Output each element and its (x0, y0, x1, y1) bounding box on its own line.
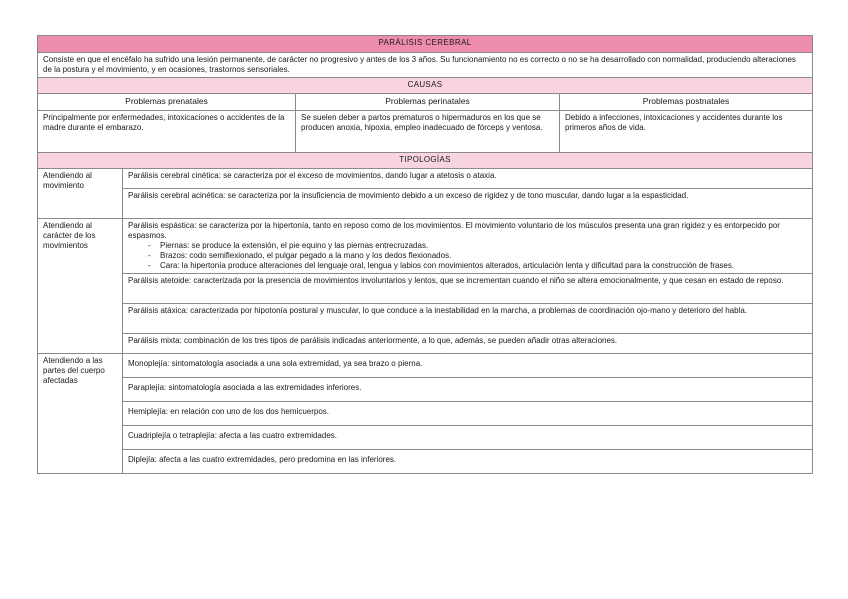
postnatal-header: Problemas postnatales (560, 94, 813, 111)
tipologia-item: Parálisis mixta: combinación de los tres tipos de parálisis indicadas anteriormente, a lo que, además, se pueden añadir otras alteraciones. (123, 334, 813, 354)
tipologia-item: Cuadriplejía o tetraplejía: afecta a las cuatro extremidades. (123, 426, 813, 450)
group-label-partes: Atendiendo a las partes del cuerpo afectadas (38, 354, 123, 474)
list-item: - Brazos: codo semiflexionado, el pulgar pegado a la mano y los dedos flexionados. (160, 251, 807, 261)
tipologias-header: TIPOLOGÍAS (38, 153, 813, 169)
group-label-caracter: Atendiendo al carácter de los movimientos (38, 219, 123, 354)
tipologia-item: Parálisis cerebral acinética: se caracteriza por la insuficiencia de movimiento debido a un exceso de rigidez y de tono muscular, dando lugar a la espasticidad. (123, 189, 813, 219)
prenatal-text: Principalmente por enfermedades, intoxicaciones o accidentes de la madre durante el embarazo. (38, 111, 296, 153)
tipologia-item: Parálisis cerebral cinética: se caracteriza por el exceso de movimientos, dando lugar a atetosis o ataxia. (123, 169, 813, 189)
causas-header: CAUSAS (38, 78, 813, 94)
tipologia-item: Paraplejía: sintomatología asociada a las extremidades inferiores. (123, 378, 813, 402)
group-label-movimiento: Atendiendo al movimiento (38, 169, 123, 219)
espastica-sublist (128, 241, 807, 271)
prenatal-header: Problemas prenatales (38, 94, 296, 111)
tipologia-item-espastica (123, 219, 813, 274)
title-header: PARÁLISIS CEREBRAL (38, 36, 813, 53)
perinatal-text: Se suelen deber a partos prematuros o hipermaduros en los que se producen anoxia, hipoxia, empleo inadecuado de fórceps y ventosa. (296, 111, 560, 153)
espastica-text: Parálisis espástica: se caracteriza por la hipertonía, tanto en reposo como de los movimientos. El movimiento voluntario de los músculos presenta una gran rigidez y es entorpecido por espasmos. (128, 221, 780, 240)
definition-cell: Consiste en que el encéfalo ha sufrido una lesión permanente, de carácter no progresivo y antes de los 3 años. Su funcionamiento no es correcto o no se ha desarrollado con normalidad, produciendo alteraciones de la postura y el movimiento, y en ocasiones, trastornos sensoriales. (38, 53, 813, 78)
list-item: - Piernas: se produce la extensión, el pie equino y las piernas entrecruzadas. (160, 241, 807, 251)
paralisis-table (37, 35, 813, 474)
tipologia-item: Diplejía: afecta a las cuatro extremidades, pero predomina en las inferiores. (123, 450, 813, 474)
perinatal-header: Problemas perinatales (296, 94, 560, 111)
tipologia-item: Parálisis atáxica: caracterizada por hipotonía postural y muscular, lo que conduce a la inestabilidad en la marcha, a problemas de coordinación ojo-mano y deterioro del habla. (123, 304, 813, 334)
tipologia-item: Parálisis atetoide: caracterizada por la presencia de movimientos involuntarios y lentos, que se incrementan cuando el niño se altera emocionalmente, y que cesan en estado de reposo. (123, 274, 813, 304)
postnatal-text: Debido a infecciones, intoxicaciones y accidentes durante los primeros años de vida. (560, 111, 813, 153)
tipologia-item: Hemiplejía: en relación con uno de los dos hemicuerpos. (123, 402, 813, 426)
tipologia-item: Monoplejía: sintomatología asociada a una sola extremidad, ya sea brazo o pierna. (123, 354, 813, 378)
list-item: - Cara: la hipertonía produce alteraciones del lenguaje oral, lengua y labios con movimientos alterados, articulación lenta y dificultad para la construcción de frases. (160, 261, 807, 271)
